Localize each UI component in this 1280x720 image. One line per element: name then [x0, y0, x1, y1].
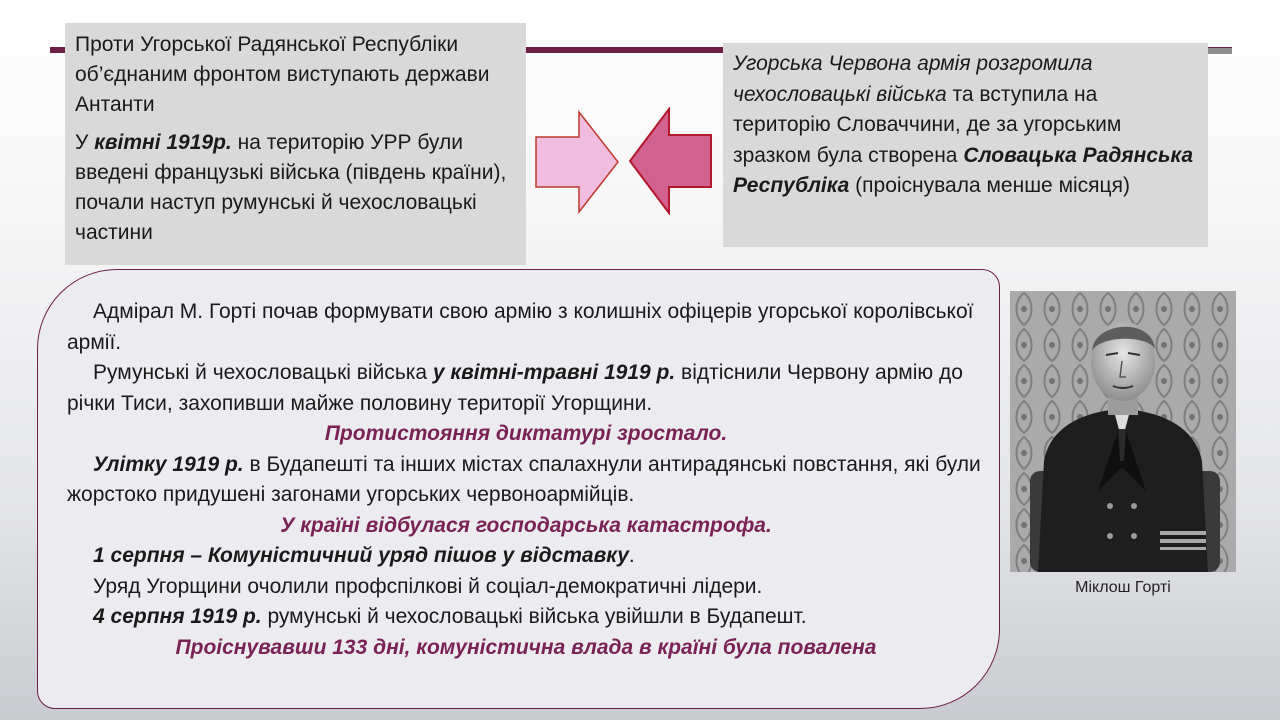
date-emphasis: квітні 1919р.	[94, 131, 232, 154]
main-text-box	[37, 269, 1000, 709]
tisza-line	[67, 358, 985, 419]
date-emphasis: Улітку 1919 р.	[93, 452, 244, 476]
date-emphasis: 4 серпня 1919 р.	[93, 605, 262, 628]
text-run: .	[628, 544, 635, 567]
text-run: Румунські й чехословацькі війська	[93, 361, 433, 384]
uprisings-line	[67, 450, 985, 511]
header-rule-accent	[1208, 48, 1232, 54]
republic-emphasis: Словацька Радянська Республіка	[733, 143, 1194, 197]
text-run: в Будапешті та інших містах спалахнули антирадянські повстання, які були жорстоко придушені загонами угорських червоноармійців.	[67, 452, 981, 506]
text-run: (проіснувала менше місяця)	[849, 174, 1130, 197]
arrow-right-icon	[535, 110, 620, 214]
arrow-left-icon	[628, 107, 712, 215]
red-army-text-box	[723, 43, 1208, 247]
antanta-text-box	[65, 23, 526, 265]
horthy-army-line: Адмірал М. Горті почав формувати свою армію з колишніх офіцерів угорської королівської армії.	[67, 300, 974, 354]
text-run: та вступила на територію Словаччини, де за угорським зразком була створена	[733, 82, 1122, 167]
date-emphasis: у квітні-травні 1919 р.	[432, 361, 676, 384]
text-run: У	[75, 131, 95, 154]
text-run: відтіснили Червону армію до річки Тиси, захопивши майже половину території Угорщини.	[67, 361, 963, 415]
new-government-line: Уряд Угорщини очолили профспілкові й соціал-демократичні лідери.	[93, 574, 763, 598]
slovak-republic-paragraph	[733, 49, 1198, 202]
budapest-line	[67, 602, 985, 633]
april-1919-paragraph	[75, 128, 516, 248]
catastrophe-line: У країні відбулася господарська катастрофа.	[280, 513, 772, 537]
date-emphasis: 1 серпня – Комуністичний уряд пішов у відставку	[93, 544, 629, 567]
text-run: на територію УРР були введені французькі війська (південь країни), почали наступ румунські й чехословацькі частини	[75, 131, 507, 244]
overthrow-line: Проіснувавши 133 дні, комуністична влада в країні була повалена	[175, 635, 877, 659]
text-run: румунські й чехословацькі війська увійшли в Будапешт.	[261, 605, 807, 628]
resistance-line: Протистояння диктатурі зростало.	[324, 422, 728, 445]
portrait-caption: Міклош Горті	[1075, 579, 1171, 596]
antanta-paragraph: Проти Угорської Радянської Республіки об’єднаним фронтом виступають держави Антанти	[75, 33, 490, 116]
resignation-line	[67, 541, 985, 572]
italic-run: Угорська Червона армія розгромила чехословацькі війська	[733, 52, 1093, 106]
horthy-portrait-image	[1010, 291, 1236, 572]
